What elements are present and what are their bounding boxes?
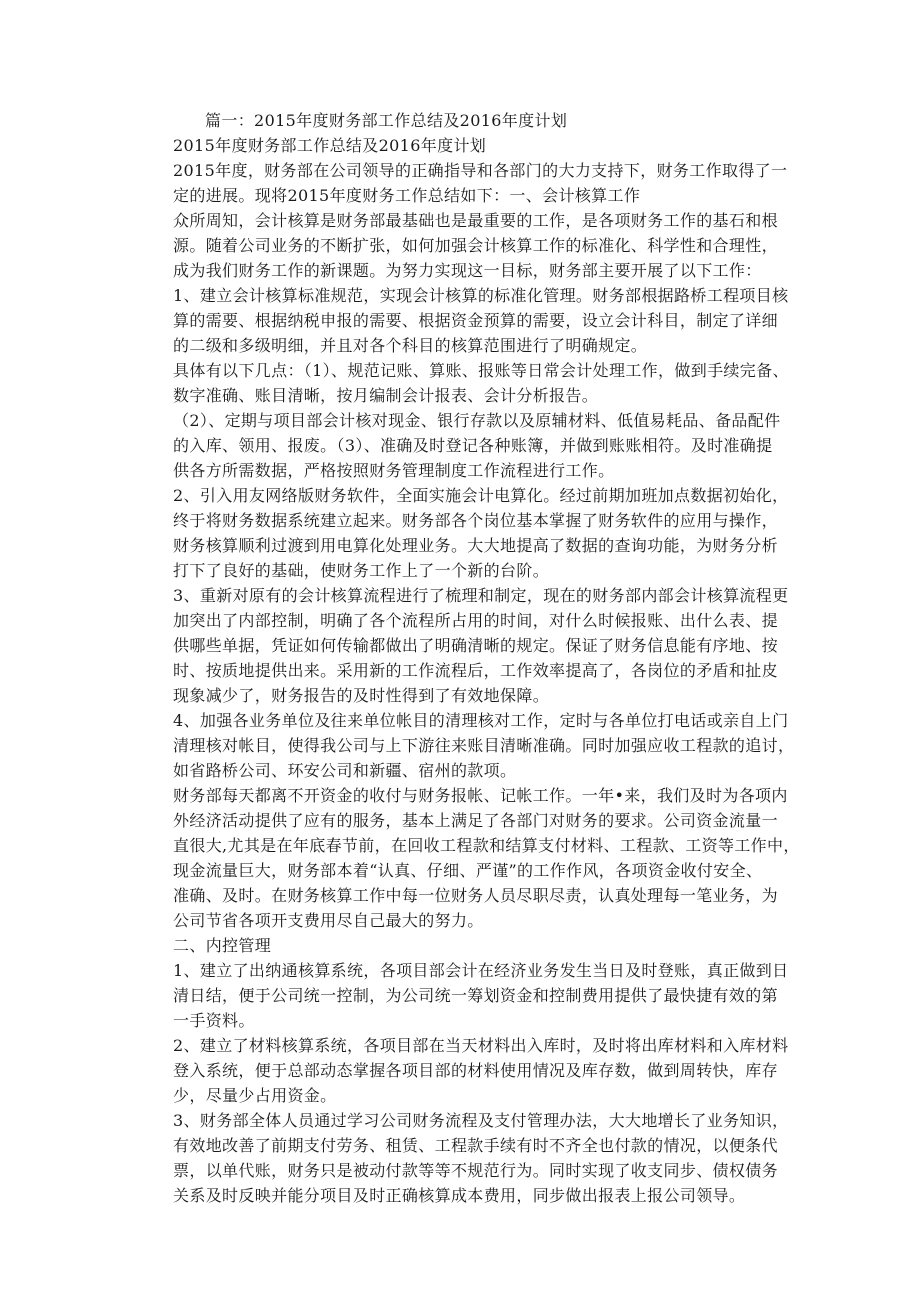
text-line: 清理核对帐目，使得我公司与上下游往来账目清晰准确。同时加强应收工程款的追讨， [173,736,795,755]
text-line: 财务部每天都离不开资金的收付与财务报帐、记帐工作。一年•来，我们及时为各项内 [173,786,788,805]
text-line: 清日结，便于公司统一控制，为公司统一筹划资金和控制费用提供了最快捷有效的第 [173,986,778,1005]
text-line: 公司节省各项开支费用尽自己最大的努力。 [173,911,484,930]
text-line: 如省路桥公司、环安公司和新疆、宿州的款项。 [173,761,517,780]
text-line: 时、按质地提供出来。采用新的工作流程后，工作效率提高了，各岗位的矛盾和扯皮 [173,661,778,680]
document-page [173,108,800,1208]
text-line: 4、加强各业务单位及往来单位帐目的清理核对工作，定时与各单位打电话或亲自上门 [173,711,789,730]
text-line: 直很大,尤其是在年底春节前，在回收工程款和结算支付材料、工程款、工资等工作中， [173,836,800,855]
text-line: 2、建立了材料核算系统，各项目部在当天材料出入库时，及时将出库材料和入库材料 [173,1036,789,1055]
document-subheading: 2015年度财务部工作总结及2016年度计划 [173,136,487,155]
text-line: 二、内控管理 [173,936,272,955]
text-line: 现象减少了，财务报告的及时性得到了有效地保障。 [173,686,550,705]
text-line: 供各方所需数据，严格按照财务管理制度工作流程进行工作。 [173,461,615,480]
text-line: 财务核算顺利过渡到用电算化处理业务。大大地提高了数据的查询功能，为财务分析 [173,536,778,555]
text-line: 关系及时反映并能分项目及时正确核算成本费用，同步做出报表上报公司领导。 [173,1186,746,1205]
text-line: 票，以单代账，财务只是被动付款等等不规范行为。同时实现了收支同步、债权债务 [173,1161,778,1180]
text-line: 登入系统，便于总部动态掌握各项目部的材料使用情况及库存数，做到周转快，库存 [173,1061,778,1080]
text-line: 1、建立了出纳通核算系统，各项目部会计在经济业务发生当日及时登账，真正做到日 [173,961,789,980]
document-heading: 篇一：2015年度财务部工作总结及2016年度计划 [205,111,568,130]
text-line: 2、引入用友网络版财务软件，全面实施会计电算化。经过前期加班加点数据初始化， [173,486,789,505]
text-line: 打下了良好的基础，使财务工作上了一个新的台阶。 [173,561,550,580]
text-line: 具体有以下几点：（1）、规范记账、算账、报账等日常会计处理工作，做到手续完备、 [173,361,789,380]
text-line: 少，尽量少占用资金。 [173,1086,337,1105]
text-line: 算的需要、根据纳税申报的需要、根据资金预算的需要，设立会计科目，制定了详细 [173,311,778,330]
text-line: 定的进展。现将2015年度财务工作总结如下：一、会计核算工作 [173,186,641,205]
text-line: 源。随着公司业务的不断扩张，如何加强会计核算工作的标准化、科学性和合理性， [173,236,778,255]
text-line: 终于将财务数据系统建立起来。财务部各个岗位基本掌握了财务软件的应用与操作， [173,511,778,530]
text-line: 供哪些单据，凭证如何传输都做出了明确清晰的规定。保证了财务信息能有序地、按 [173,636,778,655]
text-line: 2015年度，财务部在公司领导的正确指导和各部门的大力支持下，财务工作取得了一 [173,161,788,180]
text-line: 外经济活动提供了应有的服务，基本上满足了各部门对财务的要求。公司资金流量一 [173,811,778,830]
text-line: （2）、定期与项目部会计核对现金、银行存款以及原辅材料、低值易耗品、备品配件 [173,411,781,430]
text-line: 的二级和多级明细，并且对各个科目的核算范围进行了明确规定。 [173,336,648,355]
text-line: 3、财务部全体人员通过学习公司财务流程及支付管理办法，大大地增长了业务知识， [173,1111,789,1130]
text-line: 的入库、领用、报废。（3）、准确及时登记各种账簿，并做到账账相符。及时准确提 [173,436,773,455]
text-line: 有效地改善了前期支付劳务、租赁、工程款手续有时不齐全也付款的情况，以便条代 [173,1136,778,1155]
text-line: 一手资料。 [173,1011,255,1030]
text-line: 加突出了内部控制，明确了各个流程所占用的时间，对什么时候报账、出什么表、提 [173,611,778,630]
text-line: 众所周知，会计核算是财务部最基础也是最重要的工作，是各项财务工作的基石和根 [173,211,778,230]
document-body [173,158,800,1208]
text-line: 3、重新对原有的会计核算流程进行了梳理和制定，现在的财务部内部会计核算流程更 [173,586,789,605]
text-line: 数字准确、账目清晰，按月编制会计报表、会计分析报告。 [173,386,599,405]
text-line: 1、建立会计核算标准规范，实现会计核算的标准化管理。财务部根据路桥工程项目核 [173,286,789,305]
text-line: 准确、及时。在财务核算工作中每一位财务人员尽职尽责，认真处理每一笔业务，为 [173,886,778,905]
text-line: 现金流量巨大，财务部本着“认真、仔细、严谨”的工作作风，各项资金收付安全、 [173,861,763,880]
text-line: 成为我们财务工作的新课题。为努力实现这一目标，财务部主要开展了以下工作： [173,261,762,280]
